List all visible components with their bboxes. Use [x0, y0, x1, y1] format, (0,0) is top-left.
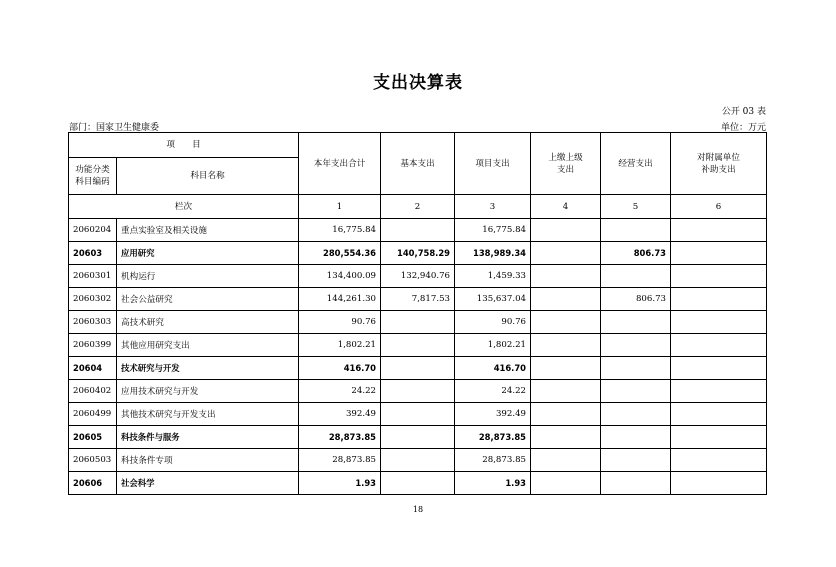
- value-cell-col-1: 134,400.09: [299, 265, 381, 288]
- department-label: 部门：国家卫生健康委: [69, 123, 160, 133]
- expenditure-table: [68, 132, 767, 495]
- subject-name-cell: 科技条件与服务: [117, 426, 299, 449]
- table-row: [69, 334, 767, 357]
- func-code-cell: 2060301: [69, 265, 117, 288]
- table-row: [69, 288, 767, 311]
- value-cell-col-4: [531, 288, 601, 311]
- value-cell-col-4: [531, 219, 601, 242]
- table-row: [69, 242, 767, 265]
- subject-name-cell: 应用研究: [117, 242, 299, 265]
- func-code-cell: 2060503: [69, 449, 117, 472]
- value-cell-col-2: 140,758.29: [381, 242, 455, 265]
- value-cell-col-4: [531, 334, 601, 357]
- value-cell-col-6: [671, 311, 767, 334]
- func-code-cell: 2060402: [69, 380, 117, 403]
- col-header-6: 对附属单位 补助支出: [671, 133, 767, 195]
- value-cell-col-2: [381, 357, 455, 380]
- subject-name-cell: 高技术研究: [117, 311, 299, 334]
- value-cell-col-4: [531, 265, 601, 288]
- page-title: 支出决算表: [373, 73, 463, 93]
- unit-label: 单位：万元: [720, 123, 766, 133]
- value-cell-col-5: [601, 472, 671, 495]
- value-cell-col-2: [381, 472, 455, 495]
- value-cell-col-6: [671, 219, 767, 242]
- value-cell-col-6: [671, 242, 767, 265]
- value-cell-col-3: 28,873.85: [455, 426, 531, 449]
- value-cell-col-4: [531, 380, 601, 403]
- subject-name-cell: 重点实验室及相关设施: [117, 219, 299, 242]
- func-code-cell: 2060499: [69, 403, 117, 426]
- value-cell-col-6: [671, 380, 767, 403]
- project-header: 项 目: [69, 133, 299, 158]
- table-row: [69, 265, 767, 288]
- value-cell-col-4: [531, 449, 601, 472]
- table-body: [69, 219, 767, 495]
- value-cell-col-5: 806.73: [601, 288, 671, 311]
- table-row: [69, 219, 767, 242]
- col-index-1: 1: [299, 195, 381, 219]
- value-cell-col-4: [531, 426, 601, 449]
- value-cell-col-1: 1,802.21: [299, 334, 381, 357]
- value-cell-col-6: [671, 265, 767, 288]
- func-code-cell: 20605: [69, 426, 117, 449]
- value-cell-col-3: 24.22: [455, 380, 531, 403]
- value-cell-col-1: 1.93: [299, 472, 381, 495]
- col-header-4: 上缴上级 支出: [531, 133, 601, 195]
- func-code-cell: 2060399: [69, 334, 117, 357]
- value-cell-col-3: 416.70: [455, 357, 531, 380]
- value-cell-col-3: 16,775.84: [455, 219, 531, 242]
- value-cell-col-2: [381, 219, 455, 242]
- value-cell-col-2: [381, 426, 455, 449]
- value-cell-col-5: [601, 265, 671, 288]
- value-cell-col-5: [601, 403, 671, 426]
- func-code-header: 功能分类 科目编码: [69, 158, 117, 195]
- subject-name-cell: 其他应用研究支出: [117, 334, 299, 357]
- value-cell-col-4: [531, 311, 601, 334]
- table-row: [69, 449, 767, 472]
- table-row: [69, 472, 767, 495]
- value-cell-col-6: [671, 403, 767, 426]
- value-cell-col-1: 392.49: [299, 403, 381, 426]
- func-code-cell: 20606: [69, 472, 117, 495]
- value-cell-col-3: 138,989.34: [455, 242, 531, 265]
- table-row: [69, 426, 767, 449]
- value-cell-col-4: [531, 472, 601, 495]
- table-row: [69, 357, 767, 380]
- value-cell-col-2: [381, 334, 455, 357]
- func-code-cell: 20603: [69, 242, 117, 265]
- value-cell-col-6: [671, 288, 767, 311]
- subject-name-header: 科目名称: [117, 158, 299, 195]
- value-cell-col-4: [531, 403, 601, 426]
- value-cell-col-1: 144,261.30: [299, 288, 381, 311]
- col-index-4: 4: [531, 195, 601, 219]
- func-code-cell: 2060303: [69, 311, 117, 334]
- value-cell-col-3: 1.93: [455, 472, 531, 495]
- value-cell-col-2: 132,940.76: [381, 265, 455, 288]
- value-cell-col-5: [601, 311, 671, 334]
- value-cell-col-6: [671, 334, 767, 357]
- col-index-6: 6: [671, 195, 767, 219]
- subject-name-cell: 技术研究与开发: [117, 357, 299, 380]
- value-cell-col-2: [381, 403, 455, 426]
- subject-name-cell: 社会科学: [117, 472, 299, 495]
- col-index-3: 3: [455, 195, 531, 219]
- value-cell-col-5: [601, 357, 671, 380]
- row-index-label: 栏次: [69, 195, 299, 219]
- value-cell-col-5: [601, 219, 671, 242]
- value-cell-col-1: 16,775.84: [299, 219, 381, 242]
- form-number: 公开 03 表: [721, 107, 766, 117]
- value-cell-col-3: 135,637.04: [455, 288, 531, 311]
- value-cell-col-2: [381, 311, 455, 334]
- table-row: [69, 311, 767, 334]
- subject-name-cell: 应用技术研究与开发: [117, 380, 299, 403]
- col-header-5: 经营支出: [601, 133, 671, 195]
- value-cell-col-6: [671, 472, 767, 495]
- value-cell-col-5: [601, 449, 671, 472]
- value-cell-col-4: [531, 242, 601, 265]
- value-cell-col-6: [671, 357, 767, 380]
- value-cell-col-2: 7,817.53: [381, 288, 455, 311]
- subject-name-cell: 机构运行: [117, 265, 299, 288]
- value-cell-col-5: [601, 380, 671, 403]
- table-row: [69, 380, 767, 403]
- table-row: [69, 403, 767, 426]
- value-cell-col-1: 90.76: [299, 311, 381, 334]
- col-header-1: 本年支出合计: [299, 133, 381, 195]
- value-cell-col-5: [601, 334, 671, 357]
- subject-name-cell: 社会公益研究: [117, 288, 299, 311]
- subject-name-cell: 科技条件专项: [117, 449, 299, 472]
- value-cell-col-3: 392.49: [455, 403, 531, 426]
- col-index-2: 2: [381, 195, 455, 219]
- value-cell-col-4: [531, 357, 601, 380]
- value-cell-col-6: [671, 449, 767, 472]
- value-cell-col-3: 90.76: [455, 311, 531, 334]
- value-cell-col-2: [381, 380, 455, 403]
- value-cell-col-6: [671, 426, 767, 449]
- value-cell-col-3: 1,459.33: [455, 265, 531, 288]
- value-cell-col-1: 280,554.36: [299, 242, 381, 265]
- value-cell-col-3: 1,802.21: [455, 334, 531, 357]
- page-number: 18: [412, 505, 424, 514]
- func-code-cell: 20604: [69, 357, 117, 380]
- func-code-cell: 2060204: [69, 219, 117, 242]
- value-cell-col-5: 806.73: [601, 242, 671, 265]
- value-cell-col-1: 24.22: [299, 380, 381, 403]
- value-cell-col-2: [381, 449, 455, 472]
- func-code-cell: 2060302: [69, 288, 117, 311]
- value-cell-col-1: 28,873.85: [299, 449, 381, 472]
- col-index-5: 5: [601, 195, 671, 219]
- col-header-2: 基本支出: [381, 133, 455, 195]
- value-cell-col-1: 28,873.85: [299, 426, 381, 449]
- value-cell-col-1: 416.70: [299, 357, 381, 380]
- value-cell-col-5: [601, 426, 671, 449]
- col-header-3: 项目支出: [455, 133, 531, 195]
- value-cell-col-3: 28,873.85: [455, 449, 531, 472]
- subject-name-cell: 其他技术研究与开发支出: [117, 403, 299, 426]
